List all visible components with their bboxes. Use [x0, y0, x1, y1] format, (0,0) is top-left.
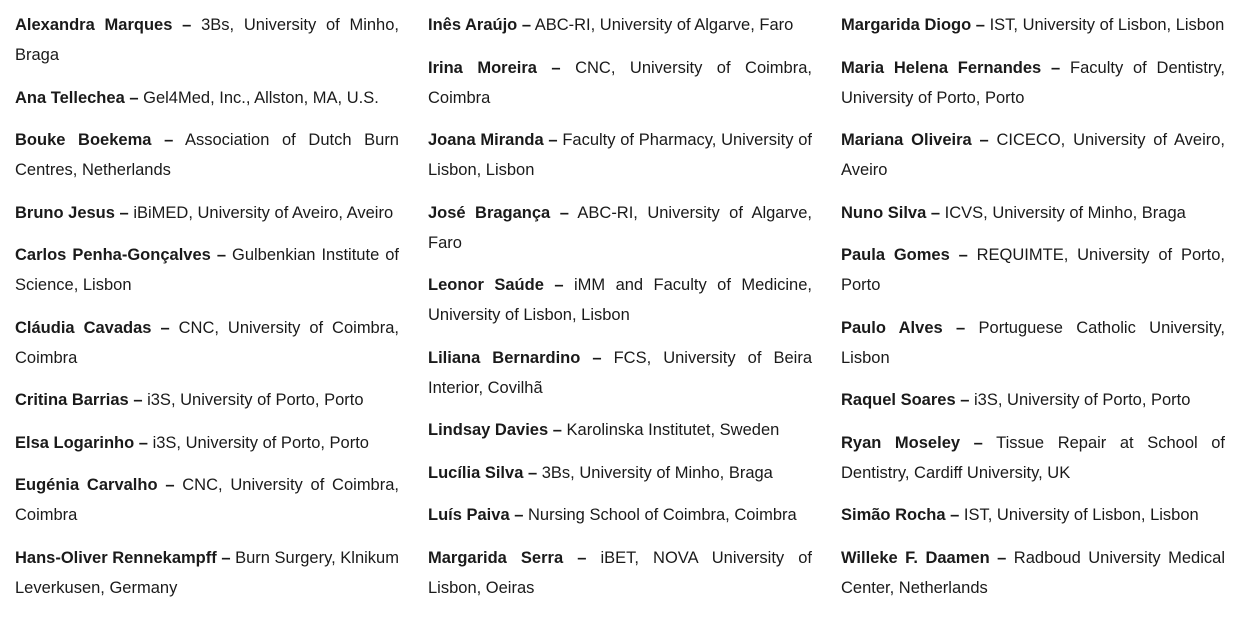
member-affiliation: CICECO, University of Aveiro, Aveiro — [841, 131, 1226, 179]
name-separator: – — [138, 433, 148, 452]
member-name: Alexandra Marques — [15, 16, 173, 34]
member-affiliation: ABC-RI, University of Algarve, Faro — [534, 16, 794, 34]
member-affiliation: i3S, University of Porto, Porto — [147, 391, 364, 409]
member-affiliation: iBET, NOVA University of Lisbon, Oeiras — [428, 548, 812, 597]
member-affiliation: Faculty of Pharmacy, University of Lisbon, Lisbon — [428, 131, 812, 179]
member-affiliation: REQUIMTE, University of Porto, Porto — [841, 246, 1225, 294]
committee-list — [15, 10, 1225, 615]
member-name: Raquel Soares — [841, 391, 956, 409]
member-affiliation: CNC, University of Coimbra, Coimbra — [15, 318, 399, 367]
committee-entry — [428, 415, 812, 445]
member-name: Lindsay Davies — [428, 421, 549, 439]
name-separator: – — [129, 88, 139, 107]
name-separator: – — [551, 58, 561, 77]
member-affiliation: Tissue Repair at School of Dentistry, Cardiff University, UK — [841, 433, 1226, 482]
committee-entry — [841, 240, 1225, 300]
name-separator: – — [514, 506, 524, 524]
name-separator: – — [160, 318, 170, 337]
committee-entry — [841, 500, 1225, 530]
member-name: Simão Rocha — [841, 506, 946, 524]
committee-entry — [841, 313, 1225, 373]
member-affiliation: ICVS, University of Minho, Braga — [944, 203, 1186, 222]
member-name: Inês Araújo — [428, 16, 518, 34]
name-separator: – — [960, 391, 970, 409]
member-name: Carlos Penha-Gonçalves — [15, 246, 211, 264]
committee-entry — [15, 83, 399, 113]
member-name: Paula Gomes — [841, 246, 950, 264]
member-affiliation: iMM and Faculty of Medicine, University of Lisbon, Lisbon — [428, 276, 812, 324]
member-name: Irina Moreira — [428, 58, 537, 77]
name-separator: – — [956, 318, 966, 337]
name-separator: – — [997, 548, 1007, 567]
member-affiliation: i3S, University of Porto, Porto — [152, 433, 369, 452]
name-separator: – — [975, 16, 985, 34]
committee-column-2 — [428, 10, 812, 615]
committee-entry — [15, 313, 399, 373]
name-separator: – — [552, 421, 562, 439]
member-affiliation: Karolinska Institutet, Sweden — [566, 421, 780, 439]
name-separator: – — [216, 246, 226, 264]
member-name: Hans-Oliver Rennekampff — [15, 548, 217, 567]
committee-entry — [841, 385, 1225, 415]
member-name: Eugénia Carvalho — [15, 476, 158, 494]
committee-entry — [841, 198, 1225, 228]
name-separator: – — [164, 131, 174, 149]
name-separator: – — [592, 348, 602, 367]
member-affiliation: FCS, University of Beira Interior, Covilhã — [428, 348, 812, 397]
member-affiliation: Burn Surgery, Klnikum Leverkusen, Germany — [15, 548, 399, 597]
member-name: Cláudia Cavadas — [15, 318, 152, 337]
member-affiliation: Nursing School of Coimbra, Coimbra — [528, 506, 797, 524]
name-separator: – — [930, 203, 941, 222]
member-name: Lucília Silva — [428, 463, 524, 482]
member-affiliation: 3Bs, University of Minho, Braga — [541, 463, 773, 482]
member-name: Critina Barrias — [15, 391, 129, 409]
member-affiliation: Radboud University Medical Center, Netherlands — [841, 548, 1225, 597]
member-name: Ana Tellechea — [15, 88, 125, 107]
member-name: Bouke Boekema — [15, 131, 152, 149]
committee-entry — [428, 53, 812, 113]
committee-entry — [428, 343, 812, 403]
name-separator: – — [577, 548, 587, 567]
committee-entry — [841, 10, 1225, 40]
committee-column-1 — [15, 10, 399, 615]
member-name: Paulo Alves — [841, 318, 943, 337]
committee-entry — [15, 470, 399, 530]
member-affiliation: iBiMED, University of Aveiro, Aveiro — [133, 203, 394, 222]
member-affiliation: i3S, University of Porto, Porto — [974, 391, 1191, 409]
name-separator: – — [973, 433, 983, 452]
member-name: Mariana Oliveira — [841, 131, 972, 149]
name-separator: – — [133, 391, 143, 409]
committee-entry — [428, 10, 812, 40]
committee-entry — [15, 240, 399, 300]
name-separator: – — [221, 548, 231, 567]
committee-entry — [841, 125, 1225, 185]
committee-entry — [15, 198, 399, 228]
committee-entry — [428, 500, 812, 530]
member-name: Ryan Moseley — [841, 433, 961, 452]
member-name: Elsa Logarinho — [15, 433, 135, 452]
committee-entry — [15, 10, 399, 70]
member-name: Margarida Diogo — [841, 16, 972, 34]
name-separator: – — [559, 203, 569, 222]
name-separator: – — [521, 16, 532, 34]
name-separator: – — [958, 246, 968, 264]
committee-entry — [841, 53, 1225, 113]
name-separator: – — [950, 506, 960, 524]
name-separator: – — [527, 463, 538, 482]
committee-entry — [15, 125, 399, 185]
member-name: Luís Paiva — [428, 506, 510, 524]
name-separator: – — [554, 276, 564, 294]
name-separator: – — [548, 131, 558, 149]
member-name: Liliana Bernardino — [428, 348, 581, 367]
member-name: José Bragança — [428, 203, 551, 222]
member-affiliation: Association of Dutch Burn Centres, Netherlands — [15, 131, 399, 179]
member-affiliation: IST, University of Lisbon, Lisbon — [989, 16, 1225, 34]
member-affiliation: Gulbenkian Institute of Science, Lisbon — [15, 246, 399, 294]
member-affiliation: Gel4Med, Inc., Allston, MA, U.S. — [143, 88, 379, 107]
member-name: Leonor Saúde — [428, 276, 544, 294]
member-name: Margarida Serra — [428, 548, 564, 567]
member-name: Nuno Silva — [841, 203, 927, 222]
member-affiliation: IST, University of Lisbon, Lisbon — [963, 506, 1199, 524]
member-name: Willeke F. Daamen — [841, 548, 990, 567]
member-affiliation: Portuguese Catholic University, Lisbon — [841, 318, 1225, 367]
member-affiliation: Faculty of Dentistry, University of Porto, Porto — [841, 58, 1225, 107]
member-name: Bruno Jesus — [15, 203, 115, 222]
name-separator: – — [1051, 58, 1061, 77]
member-affiliation: CNC, University of Coimbra, Coimbra — [428, 58, 812, 107]
committee-entry — [428, 543, 812, 603]
committee-entry — [15, 428, 399, 458]
name-separator: – — [119, 203, 129, 222]
name-separator: – — [979, 131, 989, 149]
committee-entry — [428, 198, 812, 258]
committee-entry — [841, 543, 1225, 603]
member-affiliation: 3Bs, University of Minho, Braga — [15, 16, 399, 64]
member-name: Maria Helena Fernandes — [841, 58, 1042, 77]
committee-entry — [841, 428, 1225, 488]
committee-entry — [428, 458, 812, 488]
member-affiliation: ABC-RI, University of Algarve, Faro — [428, 203, 812, 252]
name-separator: – — [182, 16, 192, 34]
committee-entry — [15, 385, 399, 415]
member-affiliation: CNC, University of Coimbra, Coimbra — [15, 476, 399, 524]
committee-column-3 — [841, 10, 1225, 615]
name-separator: – — [165, 476, 175, 494]
committee-entry — [428, 270, 812, 330]
committee-entry — [15, 543, 399, 603]
member-name: Joana Miranda — [428, 131, 544, 149]
committee-entry — [428, 125, 812, 185]
